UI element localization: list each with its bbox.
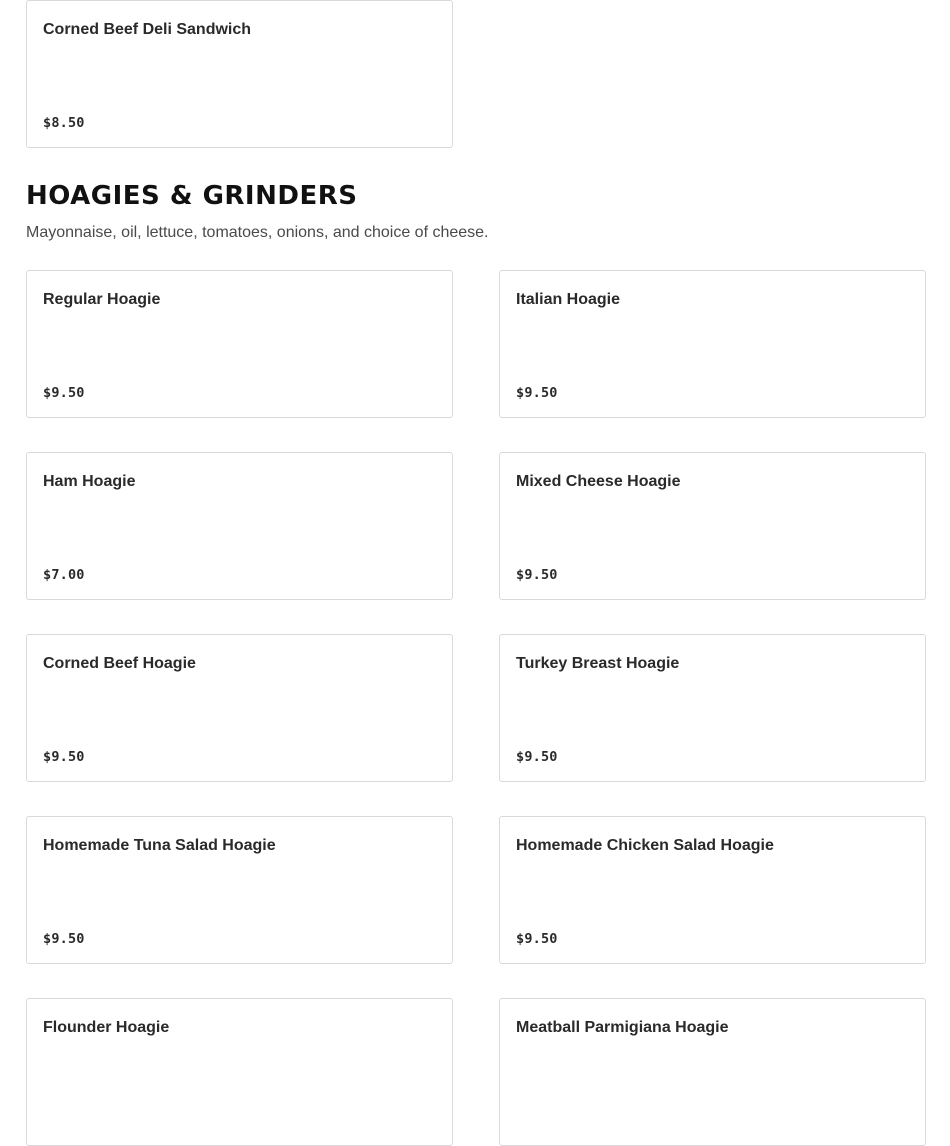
menu-item-price: $9.50 [516,749,558,765]
menu-item-card[interactable] [499,634,926,782]
menu-item-name: Corned Beef Deli Sandwich [43,21,252,38]
menu-item-name: Italian Hoagie [516,291,621,308]
section-description: Mayonnaise, oil, lettuce, tomatoes, onions, and choice of cheese. [26,224,489,241]
menu-item-price: $9.50 [43,385,85,401]
menu-item-name: Turkey Breast Hoagie [516,655,680,672]
menu-item-card[interactable] [26,816,453,964]
menu-item-card[interactable] [26,0,453,148]
menu-item-card[interactable] [26,998,453,1146]
menu-item-name: Mixed Cheese Hoagie [516,473,681,490]
menu-item-price: $8.50 [43,115,85,131]
menu-item-card[interactable] [499,816,926,964]
menu-item-card[interactable] [499,452,926,600]
menu-item-card[interactable] [26,634,453,782]
menu-item-price: $9.50 [43,931,85,947]
menu-item-price: $9.50 [516,567,558,583]
menu-item-name: Meatball Parmigiana Hoagie [516,1019,729,1036]
menu-item-name: Ham Hoagie [43,473,136,490]
menu-item-name: Flounder Hoagie [43,1019,170,1036]
menu-item-price: $7.00 [43,567,85,583]
menu-item-name: Homemade Tuna Salad Hoagie [43,837,276,854]
menu-item-price: $9.50 [43,749,85,765]
menu-item-name: Homemade Chicken Salad Hoagie [516,837,774,854]
menu-item-card[interactable] [499,998,926,1146]
menu-item-card[interactable] [499,270,926,418]
menu-item-price: $9.50 [516,385,558,401]
menu-item-price: $9.50 [516,931,558,947]
menu-item-card[interactable] [26,270,453,418]
section-title: HOAGIES & GRINDERS [26,181,358,211]
menu-item-name: Regular Hoagie [43,291,161,308]
menu-item-name: Corned Beef Hoagie [43,655,196,672]
menu-item-card[interactable] [26,452,453,600]
